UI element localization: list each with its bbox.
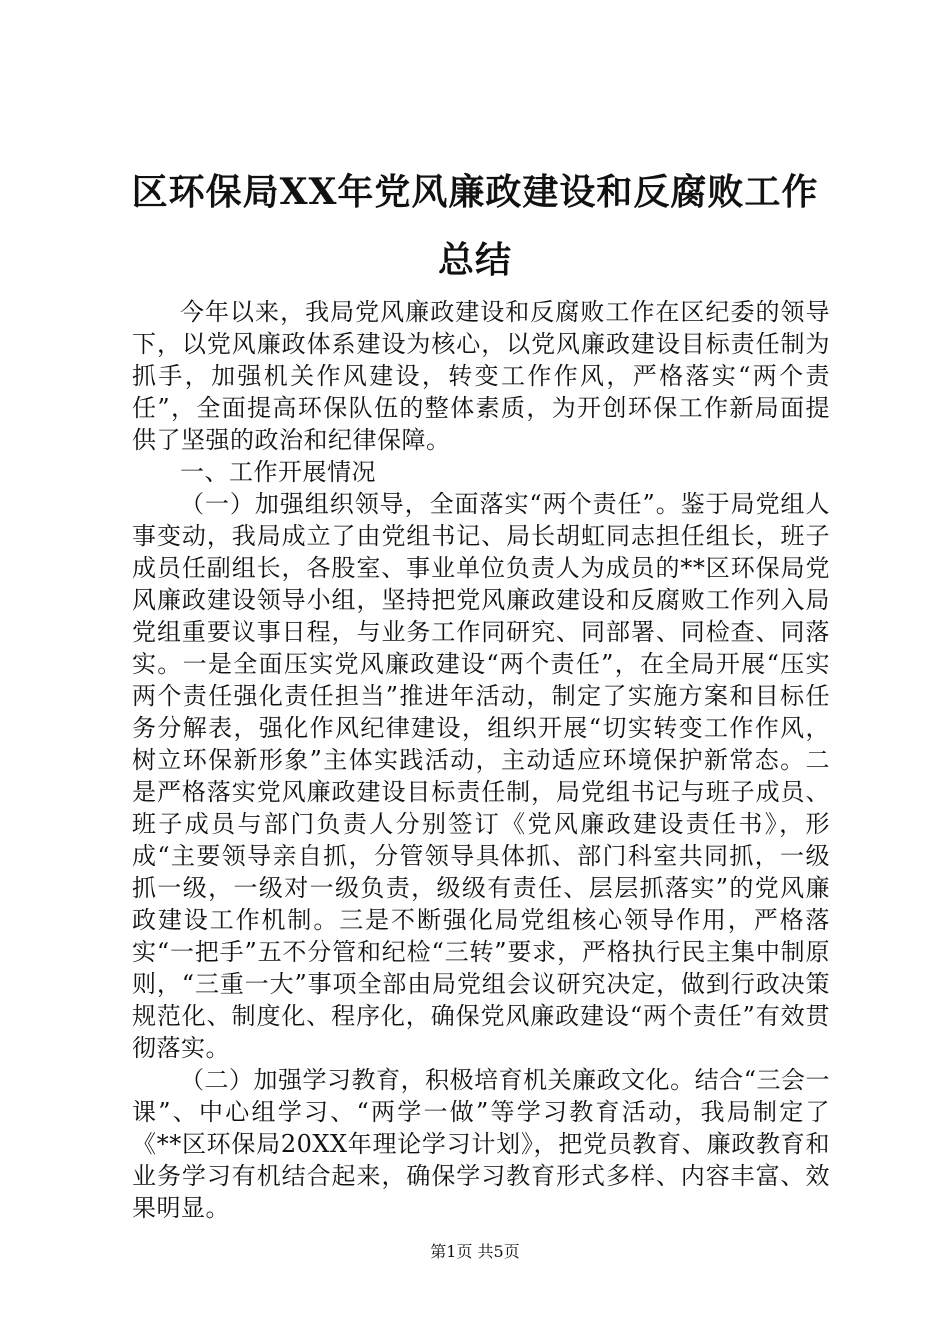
page-footer: 第1页 共5页 — [430, 1242, 520, 1261]
document-title: 区环保局XX年党风廉政建设和反腐败工作总结 — [131, 171, 819, 281]
section-heading: 一、工作开展情况 — [180, 458, 376, 486]
paragraph-education: （二）加强学习教育，积极培育机关廉政文化。结合“三会一课”、中心组学习、“两学一做”等学习教育活动，我局制定了《**区环保局20XX年理论学习计划》，把党员教育、廉政教育和业务学习有机结合起来，确保学习教育形式多样、内容丰富、效果明显。 — [132, 1066, 830, 1222]
paragraph-organization: （一）加强组织领导，全面落实“两个责任”。鉴于局党组人事变动，我局成立了由党组书记、局长胡虹同志担任组长，班子成员任副组长，各股室、事业单位负责人为成员的**区环保局党风廉政建设领导小组，坚持把党风廉政建设和反腐败工作列入局党组重要议事日程，与业务工作同研究、同部署、同检查、同落实。一是全面压实党风廉政建设“两个责任”，在全局开展“压实两个责任强化责任担当”推进年活动，制定了实施方案和目标任务分解表，强化作风纪律建设，组织开展“切实转变工作作风，树立环保新形象”主体实践活动，主动适应环境保护新常态。二是严格落实党风廉政建设目标责任制，局党组书记与班子成员、班子成员与部门负责人分别签订《党风廉政建设责任书》，形成“主要领导亲自抓，分管领导具体抓、部门科室共同抓，一级抓一级，一级对一级负责，级级有责任、层层抓落实”的党风廉政建设工作机制。三是不断强化局党组核心领导作用，严格落实“一把手”五不分管和纪检“三转”要求，严格执行民主集中制原则，“三重一大”事项全部由局党组会议研究决定，做到行政决策规范化、制度化、程序化，确保党风廉政建设“两个责任”有效贯彻落实。 — [132, 490, 830, 1062]
document-body — [132, 296, 830, 1224]
paragraph-intro: 今年以来，我局党风廉政建设和反腐败工作在区纪委的领导下，以党风廉政体系建设为核心，以党风廉政建设目标责任制为抓手，加强机关作风建设，转变工作作风，严格落实“两个责任”，全面提高环保队伍的整体素质，为开创环保工作新局面提供了坚强的政治和纪律保障。 — [132, 298, 830, 454]
